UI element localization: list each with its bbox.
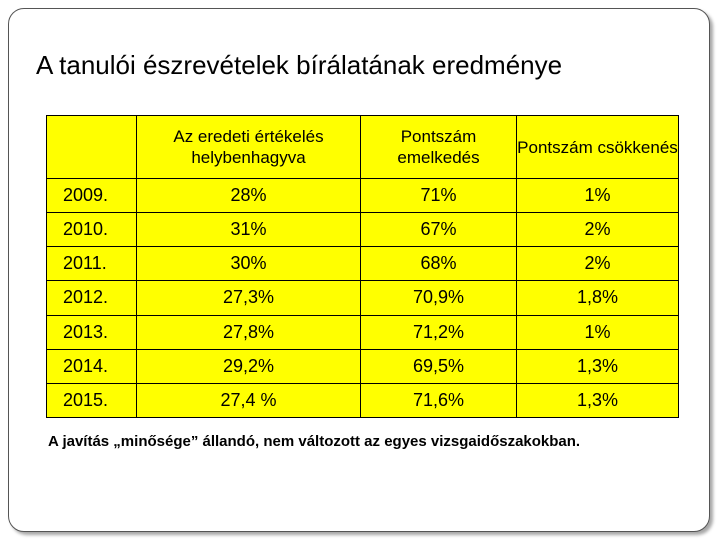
raised-cell: 71,6%: [361, 383, 517, 417]
results-table: [46, 115, 679, 418]
header-cell-lowered: Pontszám csökkenés: [517, 116, 679, 179]
table-header-row: [47, 116, 679, 179]
lowered-cell: 1,3%: [517, 349, 679, 383]
lowered-cell: 2%: [517, 213, 679, 247]
lowered-cell: 1%: [517, 315, 679, 349]
raised-cell: 68%: [361, 247, 517, 281]
raised-cell: 70,9%: [361, 281, 517, 315]
table-row: [47, 383, 679, 417]
header-cell-empty: [47, 116, 137, 179]
table-row: [47, 349, 679, 383]
kept-cell: 30%: [137, 247, 361, 281]
table-row: [47, 247, 679, 281]
year-cell: 2012.: [47, 281, 137, 315]
kept-cell: 29,2%: [137, 349, 361, 383]
table-row: [47, 179, 679, 213]
year-cell: 2010.: [47, 213, 137, 247]
header-cell-raised: Pontszám emelkedés: [361, 116, 517, 179]
lowered-cell: 1,8%: [517, 281, 679, 315]
year-cell: 2009.: [47, 179, 137, 213]
kept-cell: 27,3%: [137, 281, 361, 315]
year-cell: 2011.: [47, 247, 137, 281]
year-cell: 2013.: [47, 315, 137, 349]
table-row: [47, 315, 679, 349]
raised-cell: 71%: [361, 179, 517, 213]
kept-cell: 31%: [137, 213, 361, 247]
slide-title: A tanulói észrevételek bírálatának eredménye: [36, 50, 563, 80]
raised-cell: 69,5%: [361, 349, 517, 383]
header-cell-kept: Az eredeti értékelés helybenhagyva: [137, 116, 361, 179]
raised-cell: 67%: [361, 213, 517, 247]
lowered-cell: 2%: [517, 247, 679, 281]
raised-cell: 71,2%: [361, 315, 517, 349]
year-cell: 2015.: [47, 383, 137, 417]
year-cell: 2014.: [47, 349, 137, 383]
table-row: [47, 281, 679, 315]
kept-cell: 27,8%: [137, 315, 361, 349]
lowered-cell: 1,3%: [517, 383, 679, 417]
kept-cell: 28%: [137, 179, 361, 213]
kept-cell: 27,4 %: [137, 383, 361, 417]
footnote: A javítás „minősége” állandó, nem változott az egyes vizsgaidőszakokban.: [48, 433, 581, 450]
table-row: [47, 213, 679, 247]
lowered-cell: 1%: [517, 179, 679, 213]
